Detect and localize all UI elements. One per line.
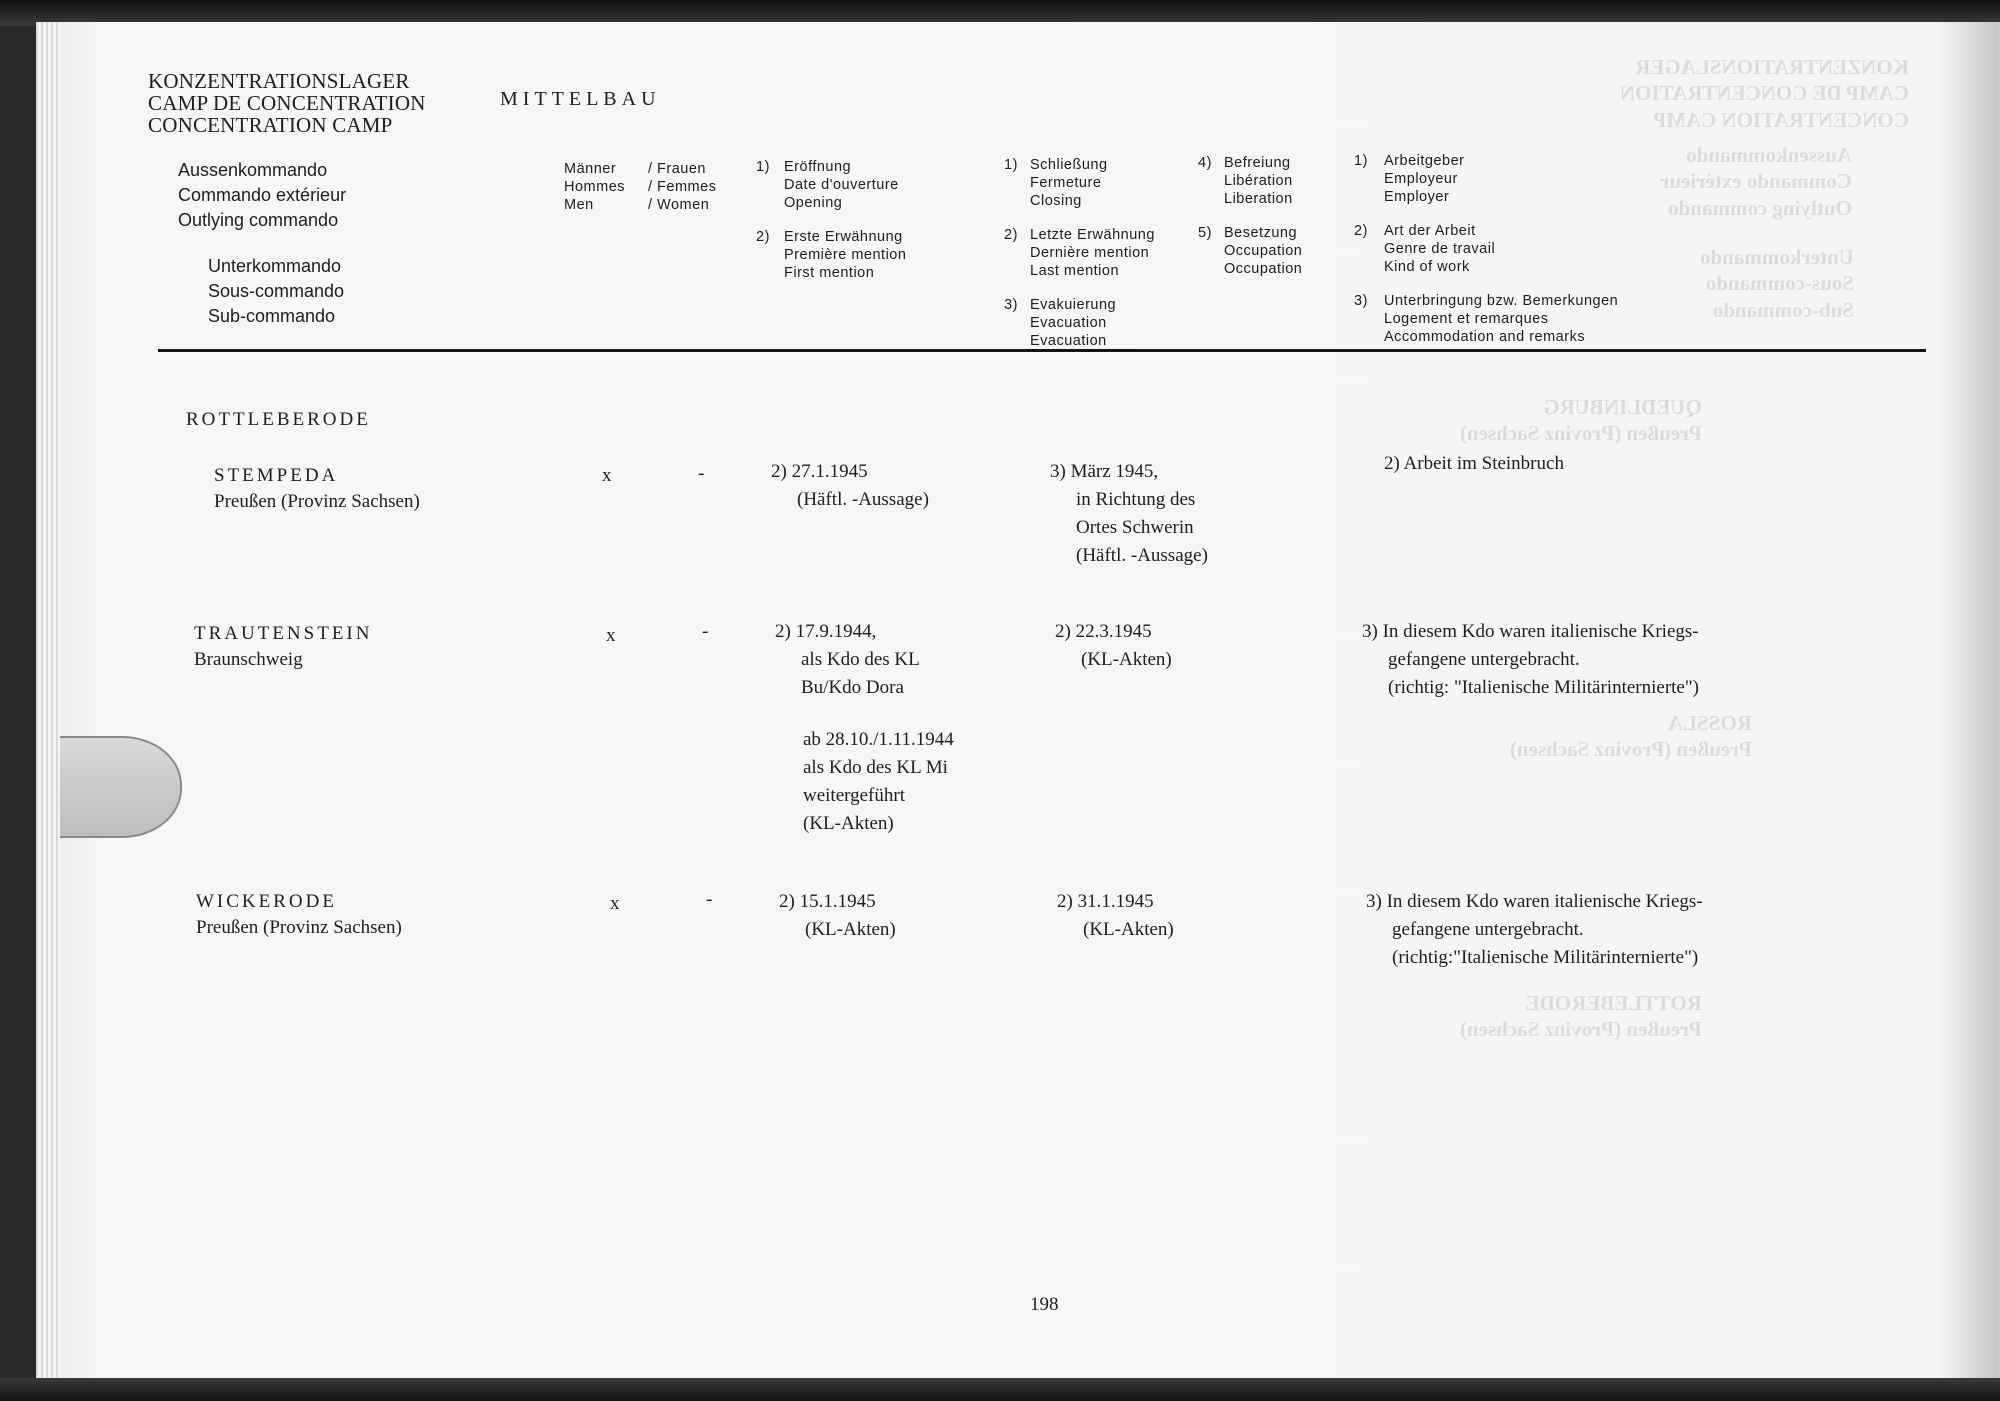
gender-men-en: Men: [564, 197, 594, 213]
entry-trautenstein-cont-line3: weitergeführt: [803, 785, 905, 806]
entry-trautenstein-cont-source: (KL-Akten): [803, 813, 894, 834]
book-page: [60, 22, 1980, 1382]
col-first-mention-header: [756, 228, 907, 281]
col-work-header: [1354, 222, 1496, 275]
unterkommando-fr: Sous-commando: [208, 281, 345, 301]
col-opening-fr: Date d'ouverture: [784, 177, 899, 193]
col-work-fr: Genre de travail: [1384, 241, 1496, 257]
entry-trautenstein-cont-date: ab 28.10./1.11.1944: [803, 729, 954, 750]
col-occupation-num: 5): [1198, 225, 1212, 241]
col-employer-en: Employer: [1384, 189, 1450, 205]
col-closing-header: [1004, 156, 1108, 209]
unterkommando-en: Sub-commando: [208, 306, 336, 326]
col-accommodation-header: [1354, 292, 1619, 345]
col-evacuation-text: [1030, 296, 1116, 350]
entry-wickerode-name: WICKERODE: [196, 891, 337, 912]
col-accommodation-en: Accommodation and remarks: [1384, 329, 1586, 345]
col-liberation-num: 4): [1198, 155, 1212, 171]
col-evacuation-de: Evakuierung: [1030, 297, 1117, 313]
entry-wickerode-opening-source: (KL-Akten): [805, 919, 896, 940]
col-liberation-fr: Libération: [1224, 173, 1293, 189]
unterkommando-label: [208, 254, 344, 329]
col-evacuation-fr: Evacuation: [1030, 315, 1107, 331]
camp-label-fr: CAMP DE CONCENTRATION: [148, 91, 426, 115]
entry-wickerode-remarks-line1: 3) In diesem Kdo waren italienische Kriegs-: [1366, 891, 1703, 912]
entry-trautenstein-remarks-line2: gefangene untergebracht.: [1388, 649, 1580, 670]
camp-label: [148, 70, 426, 136]
col-liberation-text: [1224, 154, 1293, 208]
col-accommodation-num: 3): [1354, 293, 1368, 309]
col-employer-de: Arbeitgeber: [1384, 153, 1465, 169]
unterkommando-de: Unterkommando: [208, 256, 342, 276]
entry-trautenstein-opening-date: 2) 17.9.1944,: [775, 621, 877, 642]
col-first-mention-en: First mention: [784, 265, 875, 281]
col-occupation-fr: Occupation: [1224, 243, 1303, 259]
entry-trautenstein-closing: [1055, 618, 1172, 674]
entry-wickerode-closing: [1057, 888, 1174, 944]
entry-stempeda-closing-source: (Häftl. -Aussage): [1076, 545, 1208, 566]
col-first-mention-de: Erste Erwähnung: [784, 229, 903, 245]
col-closing-en: Closing: [1030, 193, 1082, 209]
show-through-header: KONZENTRATIONSLAGER CAMP DE CONCENTRATION CONCENTRATION CAMP: [1620, 55, 1909, 132]
col-first-mention-fr: Première mention: [784, 247, 907, 263]
entry-trautenstein-opening: [775, 618, 920, 702]
gender-row-de: [564, 160, 716, 178]
entry-stempeda-closing: [1050, 458, 1208, 570]
col-opening-text: [784, 158, 899, 212]
entry-stempeda-opening: [771, 458, 929, 514]
entry-wickerode-closing-source: (KL-Akten): [1083, 919, 1174, 940]
col-employer-text: [1384, 152, 1464, 206]
entry-wickerode-opening: [779, 888, 896, 944]
entry-stempeda-opening-source: (Häftl. -Aussage): [797, 489, 929, 510]
col-occupation-en: Occupation: [1224, 261, 1303, 277]
entry-wickerode-remarks-line3: (richtig:"Italienische Militärinternierte"): [1392, 947, 1699, 968]
gender-row-en: [564, 196, 716, 214]
entry-trautenstein-remarks-line1: 3) In diesem Kdo waren italienische Kriegs-: [1362, 621, 1699, 642]
col-opening-num: 1): [756, 159, 770, 175]
entry-trautenstein-opening-continued: [803, 726, 954, 838]
entry-trautenstein-remarks: [1362, 618, 1699, 702]
col-work-text: [1384, 222, 1495, 276]
entry-wickerode-closing-date: 2) 31.1.1945: [1057, 891, 1154, 912]
entry-trautenstein-opening-line3: Bu/Kdo Dora: [801, 677, 904, 698]
col-closing-num: 1): [1004, 157, 1018, 173]
col-last-mention-de: Letzte Erwähnung: [1030, 227, 1155, 243]
camp-name: MITTELBAU: [500, 88, 661, 110]
entry-trautenstein-cont-line2: als Kdo des KL Mi: [803, 757, 948, 778]
col-accommodation-fr: Logement et remarques: [1384, 311, 1549, 327]
entry-stempeda-men: x: [602, 465, 612, 486]
col-evacuation-header: [1004, 296, 1117, 349]
col-closing-fr: Fermeture: [1030, 175, 1102, 191]
col-liberation-header: [1198, 154, 1293, 207]
show-through-sub: Unterkommando Sous-commando Sub-commando: [1700, 245, 1855, 322]
entry-trautenstein-women: -: [702, 621, 709, 642]
col-last-mention-num: 2): [1004, 227, 1018, 243]
entry-stempeda-name: STEMPEDA: [214, 465, 339, 486]
col-last-mention-text: [1030, 226, 1155, 280]
entry-trautenstein-region: Braunschweig: [194, 649, 303, 670]
entry-trautenstein-men: x: [606, 625, 616, 646]
col-employer-fr: Employeur: [1384, 171, 1458, 187]
entry-trautenstein-closing-source: (KL-Akten): [1081, 649, 1172, 670]
entry-trautenstein-remarks-line3: (richtig: "Italienische Militärinternierte"): [1388, 677, 1699, 698]
entry-wickerode-remarks-line2: gefangene untergebracht.: [1392, 919, 1584, 940]
col-occupation-header: [1198, 224, 1303, 277]
aussenkommando-label: [178, 158, 346, 233]
entry-wickerode-men: x: [610, 893, 620, 914]
col-occupation-text: [1224, 224, 1302, 278]
entry-wickerode-region: Preußen (Provinz Sachsen): [196, 917, 402, 938]
entry-wickerode-remarks: [1366, 888, 1703, 972]
entry-stempeda-region: Preußen (Provinz Sachsen): [214, 491, 420, 512]
col-opening-header: [756, 158, 899, 211]
page-number: 198: [1030, 1294, 1059, 1315]
col-evacuation-en: Evacuation: [1030, 333, 1107, 349]
aussenkommando-fr: Commando extérieur: [178, 185, 347, 205]
col-opening-de: Eröffnung: [784, 159, 852, 175]
col-last-mention-en: Last mention: [1030, 263, 1120, 279]
col-closing-de: Schließung: [1030, 157, 1108, 173]
col-work-num: 2): [1354, 223, 1368, 239]
col-evacuation-num: 3): [1004, 297, 1018, 313]
col-work-en: Kind of work: [1384, 259, 1470, 275]
entry-trautenstein-name: TRAUTENSTEIN: [194, 623, 373, 644]
col-liberation-en: Liberation: [1224, 191, 1293, 207]
col-work-de: Art der Arbeit: [1384, 223, 1476, 239]
gender-women-de: / Frauen: [648, 161, 706, 177]
col-liberation-de: Befreiung: [1224, 155, 1291, 171]
col-last-mention-header: [1004, 226, 1155, 279]
entry-stempeda-closing-line2: in Richtung des: [1076, 489, 1196, 510]
show-through-body-3: ROTTLEBERODE Preußen (Provinz Sachsen): [1460, 991, 1702, 1042]
camp-label-de: KONZENTRATIONSLAGER: [148, 69, 410, 93]
entry-wickerode-opening-date: 2) 15.1.1945: [779, 891, 876, 912]
gender-women-fr: / Femmes: [648, 179, 717, 195]
col-first-mention-num: 2): [756, 229, 770, 245]
col-closing-text: [1030, 156, 1108, 210]
gender-row-fr: [564, 178, 716, 196]
group-heading: ROTTLEBERODE: [186, 409, 371, 430]
show-through-body-1: QUEDLINBURG Preußen (Provinz Sachsen): [1460, 395, 1702, 446]
col-accommodation-de: Unterbringung bzw. Bemerkungen: [1384, 293, 1619, 309]
header-rule: [158, 349, 1926, 352]
col-employer-header: [1354, 152, 1465, 205]
entry-wickerode-women: -: [706, 889, 713, 910]
scan-border-bottom: [0, 1378, 2000, 1401]
entry-stempeda-opening-date: 2) 27.1.1945: [771, 461, 868, 482]
col-last-mention-fr: Dernière mention: [1030, 245, 1150, 261]
entry-stempeda-remarks: 2) Arbeit im Steinbruch: [1384, 453, 1564, 474]
entry-stempeda-closing-date: 3) März 1945,: [1050, 461, 1159, 482]
col-employer-num: 1): [1354, 153, 1368, 169]
entry-trautenstein-opening-line2: als Kdo des KL: [801, 649, 920, 670]
aussenkommando-de: Aussenkommando: [178, 160, 328, 180]
col-first-mention-text: [784, 228, 906, 282]
entry-trautenstein-closing-date: 2) 22.3.1945: [1055, 621, 1152, 642]
col-occupation-de: Besetzung: [1224, 225, 1298, 241]
page-tab-marker: [60, 736, 182, 838]
page-gutter: [1940, 22, 2000, 1382]
entry-stempeda-women: -: [698, 463, 705, 484]
aussenkommando-en: Outlying commando: [178, 210, 339, 230]
camp-label-en: CONCENTRATION CAMP: [148, 113, 393, 137]
col-accommodation-text: [1384, 292, 1618, 346]
show-through-subheader: Aussenkommando Commando extérieur Outlying commando: [1660, 143, 1852, 220]
gender-men-fr: Hommes: [564, 179, 626, 195]
gender-men-de: Männer: [564, 161, 617, 177]
gender-column-header: [564, 160, 716, 214]
entry-stempeda-closing-line3: Ortes Schwerin: [1076, 517, 1194, 538]
col-opening-en: Opening: [784, 195, 843, 211]
show-through-body-2: ROSSLA Preußen (Provinz Sachsen): [1510, 711, 1752, 762]
gender-women-en: / Women: [648, 197, 710, 213]
